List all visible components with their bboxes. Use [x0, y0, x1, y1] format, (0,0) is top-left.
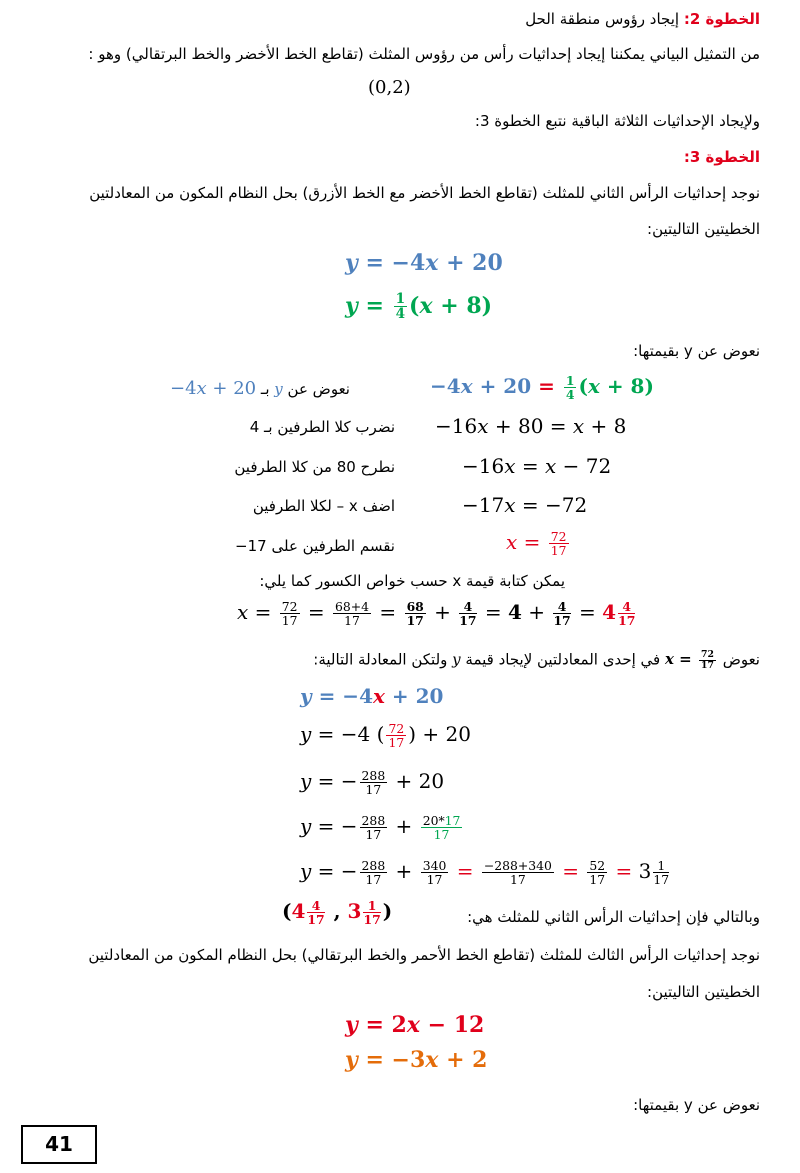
y-step-5: y = − $\frac{288}{17}$ + $\frac{340}{17}$ = $\frac{-288+340}{17}$ = $\frac{52}{17}$ = 3 $\frac{1}{17}$: [300, 858, 670, 888]
solve-step-2: −16x + 80 = x + 8: [435, 414, 627, 438]
page-number: 41: [21, 1125, 97, 1164]
vertex2: (4 $\frac{4}{17}$ , 3 $\frac{1}{17}$ ): [282, 898, 393, 928]
solve-step-1: −4x + 20 = $\frac{1}{4}$ (x + 8): [430, 373, 654, 403]
step3-paragraph-2: الخطيتين التاليتين:: [647, 220, 760, 238]
result-text: وبالتالي فإن إحداثيات الرأس الثاني للمثلث هي:: [467, 908, 760, 926]
step2-label: الخطوة 2:: [683, 10, 760, 28]
solve-note-5: نقسم الطرفين على 17−: [235, 537, 395, 555]
substitute-note: نعوض x = $\frac{72}{17}$ في إحدى المعادلتين لإيجاد قيمة y ولتكن المعادلة التالية:: [313, 649, 760, 671]
solve-note-2: نضرب كلا الطرفين بـ 4: [249, 418, 395, 436]
vertex1: (0,2): [368, 77, 411, 98]
y-step-3: y = − $\frac{288}{17}$ + 20: [300, 768, 445, 798]
step2-title: إيجاد رؤوس منطقة الحل: [525, 10, 680, 28]
solve-step-4: −17x = −72: [462, 493, 588, 517]
step2-heading: [525, 10, 760, 28]
y-step-4: y = − $\frac{288}{17}$ + $\frac{20*17}{17}$: [300, 813, 461, 843]
y-step-1: y = −4x + 20: [300, 684, 444, 708]
solve-step-5: x = $\frac{72}{17}$: [506, 529, 567, 559]
solve-step-3: −16x = x − 72: [462, 454, 612, 478]
step3-paragraph-1: نوجد إحداثيات الرأس الثاني للمثلث (تقاطع الخط الأخضر مع الخط الأزرق) بحل النظام المكون من المعادلتين: [89, 184, 760, 202]
step3-label: الخطوة 3:: [683, 148, 760, 166]
step2-paragraph: من التمثيل البياني يمكننا إيجاد إحداثيات رأس من رؤوس المثلث (تقاطع الخط الأخضر والخط البرتقالي) وهو :: [88, 45, 760, 63]
step3-paragraph-3: نوجد إحداثيات الرأس الثالث للمثلث (تقاطع الخط الأحمر والخط البرتقالي) بحل النظام المكون من المعادلتين: [88, 946, 760, 964]
substitute-text: نعوض عن y بقيمتها:: [633, 342, 760, 360]
equation-blue: y = −4x + 20: [345, 250, 503, 276]
fraction-chain: x = $\frac{72}{17}$ = $\frac{68+4}{17}$ = $\frac{68}{17}$ + $\frac{4}{17}$ = 4 + $\frac{4}{17}$ = 4 $\frac{4}{17}$: [237, 599, 636, 629]
solve-note-4: اضف x – لكلا الطرفين: [252, 497, 395, 515]
solve-note-1: −4x + 20 بـ y نعوض عن: [170, 378, 350, 399]
substitute-text-2: نعوض عن y بقيمتها:: [633, 1096, 760, 1114]
equation-orange: y = −3x + 2: [345, 1047, 488, 1073]
solve-note-3: نطرح 80 من كلا الطرفين: [234, 458, 395, 476]
step3-paragraph-4: الخطيتين التاليتين:: [647, 983, 760, 1001]
step2-paragraph-2: ولإيجاد الإحداثيات الثلاثة الباقية نتبع الخطوة 3:: [474, 112, 760, 130]
equation-red: y = 2x − 12: [345, 1012, 485, 1038]
fraction-note: يمكن كتابة قيمة x حسب خواص الكسور كما يلي:: [259, 572, 565, 590]
y-step-2: y = −4 ( $\frac{72}{17}$ ) + 20: [300, 721, 471, 751]
equation-green: y = $\frac{1}{4}$ (x + 8): [345, 291, 493, 323]
